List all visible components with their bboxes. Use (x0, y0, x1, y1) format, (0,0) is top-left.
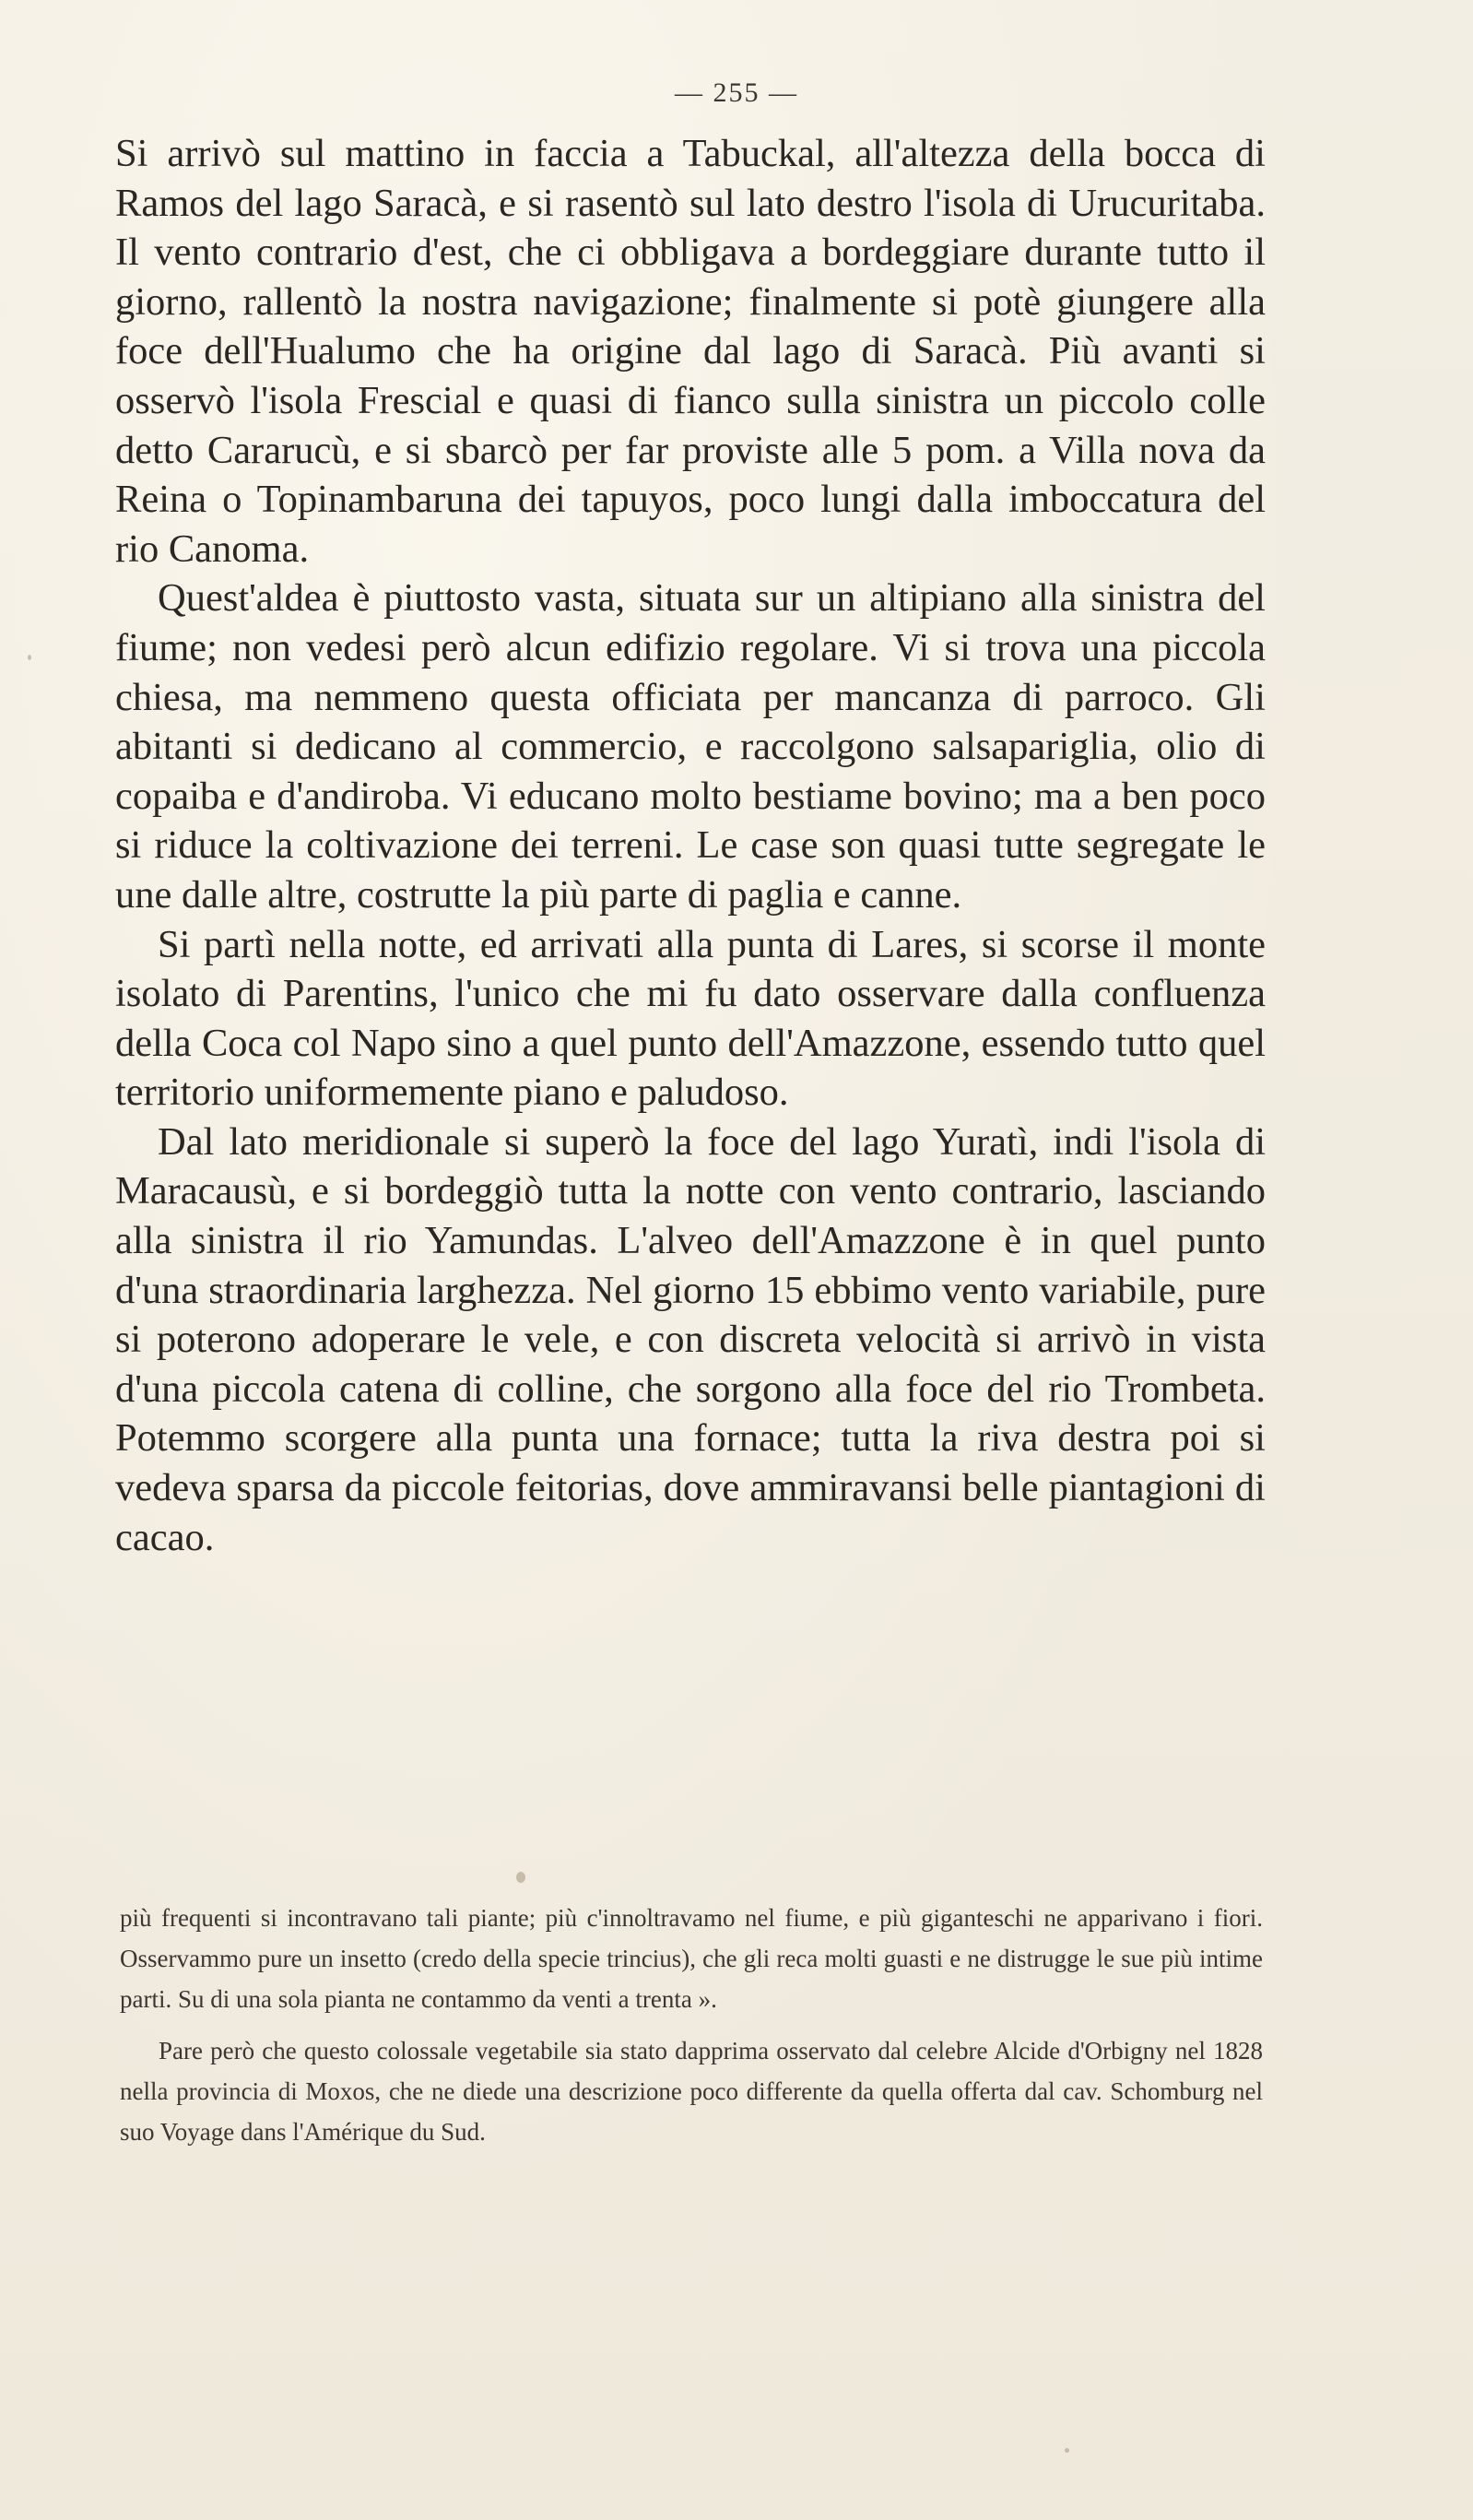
paragraph-3: Si partì nella notte, ed arrivati alla punta di Lares, si scorse il monte isolato di Parentins, l'unico che mi fu dato osservare dalla confluenza della Coca col Napo sino a quel punto dell'Amazzone, essendo tutto quel territorio uniformemente piano e paludoso. (115, 922, 1266, 1115)
paragraph-2: Quest'aldea è piuttosto vasta, situata sur un altipiano alla sinistra del fiume; non vedesi però alcun edifizio regolare. Vi si trova una piccola chiesa, ma nemmeno questa officiata per mancanza di parroco. Gli abitanti si dedicano al commercio, e raccolgono salsapariglia, olio di copaiba e d'andiroba. Vi educano molto bestiame bovino; ma a ben poco si riduce la coltivazione dei terreni. Le case son quasi tutte segregate le une dalle altre, costrutte la più parte di paglia e canne. (115, 576, 1266, 917)
paper-speck (516, 1872, 525, 1883)
main-text-body (115, 129, 1266, 1562)
footnote-continuation: più frequenti si incontravano tali piante; più c'innoltravamo nel fiume, e più giganteschi ne apparivano i fiori. Osservammo pure un insetto (credo della specie trincius), che gli reca molti guasti e ne distrugge le sue più intime parti. Su di una sola pianta ne contammo da venti a trenta ». (120, 1904, 1263, 2013)
paper-speck (28, 655, 31, 660)
footnote-paragraph: Pare però che questo colossale vegetabile sia stato dapprima osservato dal celebre Alcide d'Orbigny nel 1828 nella provincia di Moxos, che ne diede una descrizione poco differente da quella offerta dal cav. Schomburg nel suo Voyage dans l'Amérique du Sud. (120, 2037, 1263, 2146)
paragraph-4: Dal lato meridionale si superò la foce del lago Yuratì, indi l'isola di Maracausù, e si bordeggiò tutta la notte con vento contrario, lasciando alla sinistra il rio Yamundas. L'alveo dell'Amazzone è in quel punto d'una straordinaria larghezza. Nel giorno 15 ebbimo vento variabile, pure si poterono adoperare le vele, e con discreta velocità si arrivò in vista d'una piccola catena di colline, che sorgono alla foce del rio Trombeta. Potemmo scorgere alla punta una fornace; tutta la riva destra poi si vedeva sparsa da piccole feitorias, dove ammiravansi belle piantagioni di cacao. (115, 1119, 1266, 1559)
footnotes (120, 1898, 1263, 2152)
paper-speck (1065, 2448, 1069, 2453)
paragraph-1: Si arrivò sul mattino in faccia a Tabuckal, all'altezza della bocca di Ramos del lago Saracà, e si rasentò sul lato destro l'isola di Urucuritaba. Il vento contrario d'est, che ci obbligava a bordeggiare durante tutto il giorno, rallentò la nostra navigazione; finalmente si potè giungere alla foce dell'Hualumo che ha origine dal lago di Saracà. Più avanti si osservò l'isola Frescial e quasi di fianco sulla sinistra un piccolo colle detto Cararucù, e si sbarcò per far proviste alle 5 pom. a Villa nova da Reina o Topinambaruna dei tapuyos, poco lungi dalla imboccatura del rio Canoma. (115, 132, 1266, 571)
page-number: — 255 — (675, 77, 798, 108)
